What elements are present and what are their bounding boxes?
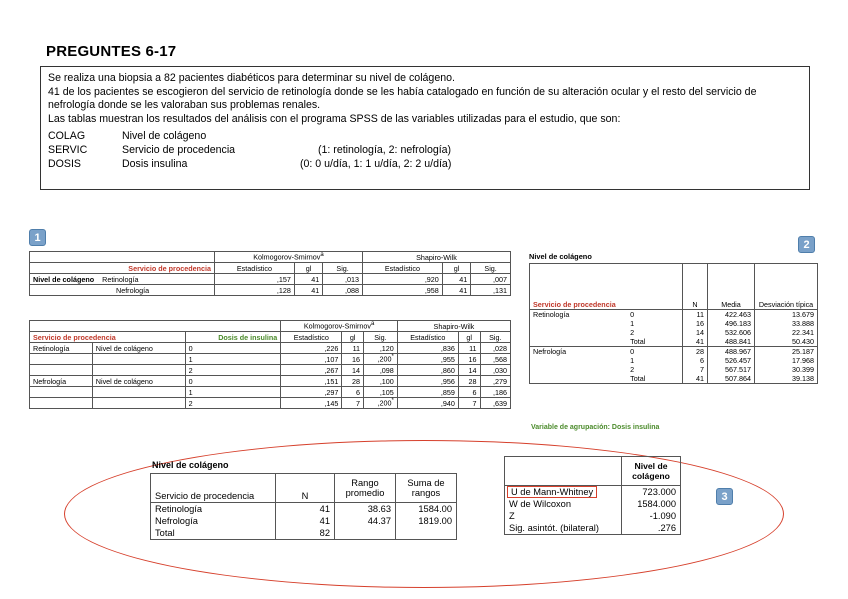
intro-line: Las tablas muestran los resultados del análisis con el programa SPSS de las variables utilizadas para el estudio, que son: [48, 112, 621, 125]
cell: ,920 [362, 274, 442, 285]
stat-label: W de Wilcoxon [505, 498, 622, 510]
cell: 507.864 [708, 374, 755, 384]
cell: ,940 [397, 398, 458, 409]
cell: 16 [342, 354, 364, 365]
cell: 1584.000 [622, 498, 681, 510]
col-sig: Sig. [480, 332, 510, 343]
col-gl: gl [442, 263, 470, 274]
dose: 1 [185, 387, 281, 398]
col-sd: Desviación típica [755, 264, 818, 310]
cell: 44.37 [335, 515, 396, 527]
col-suma: Suma de rangos [396, 474, 457, 503]
dose: 2 [185, 365, 281, 376]
page-title: PREGUNTES 6-17 [46, 43, 177, 60]
col-stat: Estadístico [362, 263, 442, 274]
cell: ,100 [364, 376, 398, 387]
group-label: Nefrología [533, 347, 567, 356]
cell: ,007 [471, 274, 511, 285]
cell: 7 [458, 398, 480, 409]
cell: 567.517 [708, 365, 755, 374]
cell: ,568 [480, 354, 510, 365]
cell: ,200 [377, 354, 392, 364]
var-label: Nivel de colágeno [92, 376, 185, 387]
cell: ,088 [323, 285, 363, 296]
cell: 41 [294, 274, 322, 285]
variable-row [48, 144, 802, 158]
col-sig: Sig. [323, 263, 363, 274]
col-rango: Rango promedio [335, 474, 396, 503]
variable-code: SERVIC [48, 143, 88, 156]
group-label: Nefrología [30, 376, 93, 387]
cell: 6 [683, 356, 708, 365]
group-label: Nefrología [151, 515, 276, 527]
badge-3: 3 [716, 488, 733, 505]
table-row [151, 527, 457, 540]
group-label: Retinología [533, 310, 570, 319]
variable-codes: (1: retinología, 2: nefrología) [318, 143, 452, 156]
dose: 0 [185, 343, 281, 354]
cell: ,030 [480, 365, 510, 376]
cell: 6 [458, 387, 480, 398]
dose: 1 [606, 356, 682, 365]
col-n: N [683, 264, 708, 310]
cell: 38.63 [335, 503, 396, 516]
cell: 1584.00 [396, 503, 457, 516]
table-row [530, 310, 818, 320]
table-row [30, 376, 511, 387]
col-stat: Estadístico [215, 263, 295, 274]
cell: 488.967 [708, 347, 755, 357]
dose: 2 [185, 398, 281, 409]
var-label: Nivel de colágeno [92, 343, 185, 354]
row-header: Servicio de procedencia [30, 263, 215, 274]
cell: 25.187 [792, 347, 814, 356]
cell: 11 [342, 343, 364, 354]
variable-row [48, 130, 802, 144]
table3-footnote: Variable de agrupación: Dosis insulina [531, 424, 660, 431]
table-row [530, 356, 818, 365]
table-row [530, 347, 818, 357]
col-sig: Sig. [471, 263, 511, 274]
cell: ,145 [281, 398, 342, 409]
table-row [30, 365, 511, 376]
cell: 526.457 [708, 356, 755, 365]
var-label: Nivel de colágeno [33, 274, 95, 284]
col-gl: gl [294, 263, 322, 274]
cell: 6 [342, 387, 364, 398]
table-row [30, 398, 511, 409]
cell: 496.183 [708, 319, 755, 328]
cell: ,859 [397, 387, 458, 398]
cell: 41 [294, 285, 322, 296]
col-sig: Sig. [364, 332, 398, 343]
dose: 0 [606, 347, 682, 357]
cell: 39.138 [792, 374, 814, 383]
cell: ,098 [364, 365, 398, 376]
cell: ,013 [323, 274, 363, 285]
cell: 11 [683, 310, 708, 320]
cell: ,955 [397, 354, 458, 365]
dose: 2 [606, 328, 682, 337]
variable-row [48, 158, 802, 172]
dose: 0 [606, 310, 682, 320]
row-header: Servicio de procedencia [30, 332, 186, 343]
ks-header: Kolmogorov-Smirnov [253, 252, 321, 262]
cell: 50.430 [792, 337, 814, 346]
table3-title: Nivel de colágeno [529, 252, 592, 261]
intro-line: Se realiza una biopsia a 82 pacientes diabéticos para determinar su nivel de colágeno. [48, 72, 455, 84]
variable-desc: Servicio de procedencia [122, 143, 236, 156]
cell: 82 [276, 527, 335, 540]
col-gl: gl [342, 332, 364, 343]
table-row [530, 374, 818, 384]
cell: ,120 [364, 343, 398, 354]
cell: ,186 [480, 387, 510, 398]
variable-desc: Dosis insulina [122, 157, 188, 170]
cell: 7 [683, 365, 708, 374]
ks-header: Kolmogorov-Smirnov [303, 321, 371, 331]
cell: 488.841 [708, 337, 755, 347]
table-row [151, 503, 457, 516]
cell: 14 [458, 365, 480, 376]
cell: 28 [342, 376, 364, 387]
table-row [530, 328, 818, 337]
cell: 41 [683, 374, 708, 384]
mann-whitney-label: U de Mann-Whitney [507, 486, 597, 498]
cell: 41 [442, 274, 470, 285]
row-header: Servicio de procedencia [151, 474, 276, 503]
cell: ,028 [480, 343, 510, 354]
cell: 723.000 [622, 486, 681, 499]
cell: ,956 [397, 376, 458, 387]
intro-box [40, 66, 810, 190]
cell: ,279 [480, 376, 510, 387]
cell: ,157 [215, 274, 295, 285]
cell: 41 [442, 285, 470, 296]
variable-desc: Nivel de colágeno [122, 130, 207, 143]
cell: ,128 [215, 285, 295, 296]
cell: 422.463 [708, 310, 755, 320]
cell: 30.399 [792, 365, 814, 374]
col-stat: Estadístico [281, 332, 342, 343]
cell: ,267 [281, 365, 342, 376]
dose: 1 [606, 319, 682, 328]
cell: 28 [458, 376, 480, 387]
cell [335, 527, 396, 540]
variable-code: COLAG [48, 130, 86, 143]
col-n: N [276, 474, 335, 503]
cell: ,151 [281, 376, 342, 387]
cell: ,860 [397, 365, 458, 376]
group-label: Nefrología [30, 285, 215, 296]
sw-header: Shapiro-Wilk [362, 252, 510, 263]
cell [396, 527, 457, 540]
cell: ,200 [377, 398, 392, 408]
variable-code: DOSIS [48, 157, 81, 170]
dose: 1 [185, 354, 281, 365]
table-row [530, 337, 818, 347]
cell: ,836 [397, 343, 458, 354]
cell: ,958 [362, 285, 442, 296]
table-row [30, 387, 511, 398]
intro-line: 41 de los pacientes se escogieron del servicio de retinología donde se les había catalogado en función de su alteración ocular y el resto del servicio de nefrología donde se les valoraban sus problemas renales. [48, 85, 757, 112]
group-label: Total [151, 527, 276, 540]
stat-label: Sig. asintót. (bilateral) [505, 522, 622, 535]
cell: ,131 [471, 285, 511, 296]
table-row [505, 486, 681, 499]
descriptives-table [529, 263, 818, 384]
cell: 16 [458, 354, 480, 365]
cell: 14 [342, 365, 364, 376]
group-label: Retinología [151, 503, 276, 516]
cell: 41 [276, 503, 335, 516]
cell: ,639 [480, 398, 510, 409]
stat-label: Z [505, 510, 622, 522]
table-row [30, 343, 511, 354]
col-header: Nivel de colágeno [622, 457, 681, 486]
table-row [530, 319, 818, 328]
col-stat: Estadístico [397, 332, 458, 343]
cell: 13.679 [792, 310, 814, 319]
star-mark: * [391, 354, 394, 361]
table-row [505, 510, 681, 522]
dose: Total [606, 374, 682, 384]
table-row [505, 522, 681, 535]
cell: 7 [342, 398, 364, 409]
dose: Total [606, 337, 682, 347]
footnote-mark: a [370, 321, 375, 328]
col-gl: gl [458, 332, 480, 343]
cell: 14 [683, 328, 708, 337]
sw-header: Shapiro-Wilk [397, 321, 510, 332]
badge-2: 2 [798, 236, 815, 253]
group-label: Retinología [30, 343, 93, 354]
table-row [530, 365, 818, 374]
cell: ,297 [281, 387, 342, 398]
dose: 2 [606, 365, 682, 374]
normality-table-servicio [29, 251, 511, 296]
row-header-dosis: Dosis de insulina [185, 332, 281, 343]
cell: 33.888 [792, 319, 814, 328]
table4-title: Nivel de colágeno [152, 460, 229, 470]
star-mark: * [391, 398, 394, 405]
normality-table-dosis [29, 320, 511, 409]
badge-1: 1 [29, 229, 46, 246]
table-row [151, 515, 457, 527]
variable-codes: (0: 0 u/día, 1: 1 u/día, 2: 2 u/día) [300, 157, 452, 170]
cell: ,226 [281, 343, 342, 354]
group-label: Retinología [102, 274, 139, 284]
cell: ,107 [281, 354, 342, 365]
cell: 41 [276, 515, 335, 527]
cell: 11 [458, 343, 480, 354]
cell: -1.090 [622, 510, 681, 522]
table-row [30, 285, 511, 296]
table-row [30, 354, 511, 365]
cell: 17.968 [792, 356, 814, 365]
col-media: Media [708, 264, 755, 310]
dose: 0 [185, 376, 281, 387]
cell: 28 [683, 347, 708, 357]
cell: 532.606 [708, 328, 755, 337]
test-statistics-table [504, 456, 681, 535]
table-row [30, 274, 511, 285]
cell: 41 [683, 337, 708, 347]
cell: .276 [622, 522, 681, 535]
footnote-mark: a [320, 252, 324, 259]
ranks-table [150, 473, 457, 540]
cell: ,105 [364, 387, 398, 398]
cell: 16 [683, 319, 708, 328]
cell: 22.341 [792, 328, 814, 337]
row-header: Servicio de procedencia [530, 264, 683, 310]
table-row [505, 498, 681, 510]
cell: 1819.00 [396, 515, 457, 527]
